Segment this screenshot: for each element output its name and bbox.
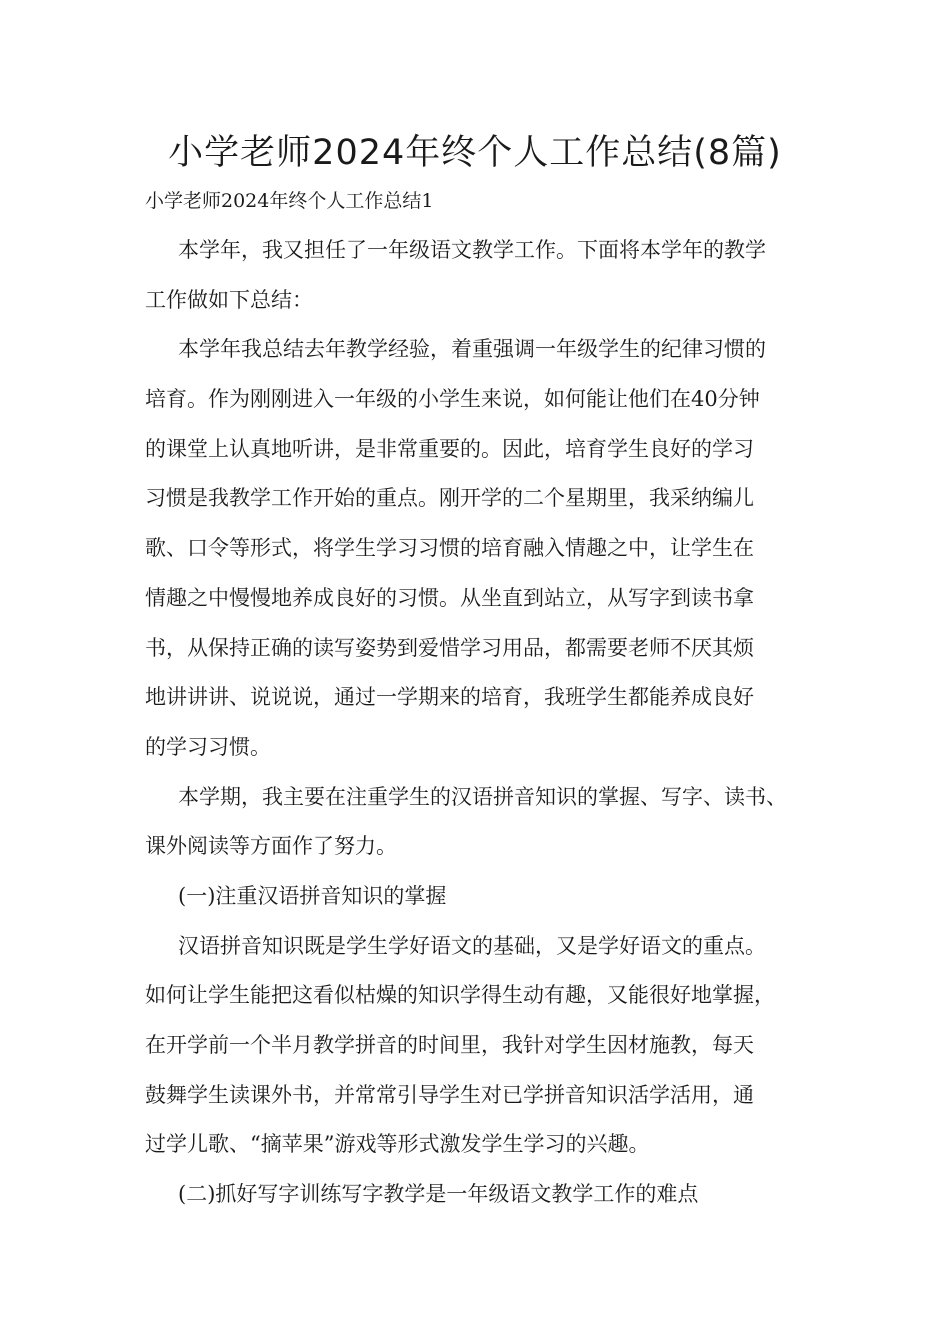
paragraph-line: 地讲讲讲、说说说，通过一学期来的培育，我班学生都能养成良好 xyxy=(145,685,754,710)
paragraph-line: 在开学前一个半月教学拼音的时间里，我针对学生因材施教，每天 xyxy=(145,1033,754,1057)
paragraph-line: 课外阅读等方面作了努力。 xyxy=(145,834,397,859)
paragraph-line: (二)抓好写字训练写字教学是一年级语文教学工作的难点 xyxy=(178,1182,699,1207)
paragraph-line: 如何让学生能把这看似枯燥的知识学得生动有趣，又能很好地掌握， xyxy=(145,983,775,1008)
paragraph-line: 的课堂上认真地听讲，是非常重要的。因此，培育学生良好的学习 xyxy=(145,436,754,461)
paragraph-line: 习惯是我教学工作开始的重点。刚开学的二个星期里，我采纳编儿 xyxy=(145,486,754,511)
paragraph-line: 书，从保持正确的读写姿势到爱惜学习用品，都需要老师不厌其烦 xyxy=(145,635,754,660)
paragraph-line: 情趣之中慢慢地养成良好的习惯。从坐直到站立，从写字到读书拿 xyxy=(145,585,754,610)
paragraph-line: 本学年，我又担任了一年级语文教学工作。下面将本学年的教学 xyxy=(178,238,766,262)
paragraph-line: 汉语拼音知识既是学生学好语文的基础，又是学好语文的重点。 xyxy=(178,933,766,958)
paragraph-line: 鼓舞学生读课外书，并常常引导学生对已学拼音知识活学活用，通 xyxy=(145,1082,754,1107)
paragraph-line: 培育。作为刚刚进入一年级的小学生来说，如何能让他们在40分钟 xyxy=(145,387,760,412)
paragraph-line: 本学期，我主要在注重学生的汉语拼音知识的掌握、写字、读书、 xyxy=(178,784,787,809)
paragraph-line: 过学儿歌、“摘苹果”游戏等形式激发学生学习的兴趣。 xyxy=(145,1132,650,1157)
paragraph-line: 本学年我总结去年教学经验，着重强调一年级学生的纪律习惯的 xyxy=(178,337,766,362)
document-title: 小学老师2024年终个人工作总结(8篇) xyxy=(168,133,782,173)
paragraph-line: 的学习习惯。 xyxy=(145,734,271,759)
document-body xyxy=(145,232,825,1226)
paragraph-line: (一)注重汉语拼音知识的掌握 xyxy=(178,883,447,908)
paragraph-line: 工作做如下总结： xyxy=(145,287,313,312)
document-subtitle: 小学老师2024年终个人工作总结1 xyxy=(145,190,434,212)
paragraph-line: 歌、口令等形式，将学生学习习惯的培育融入情趣之中，让学生在 xyxy=(145,536,754,561)
